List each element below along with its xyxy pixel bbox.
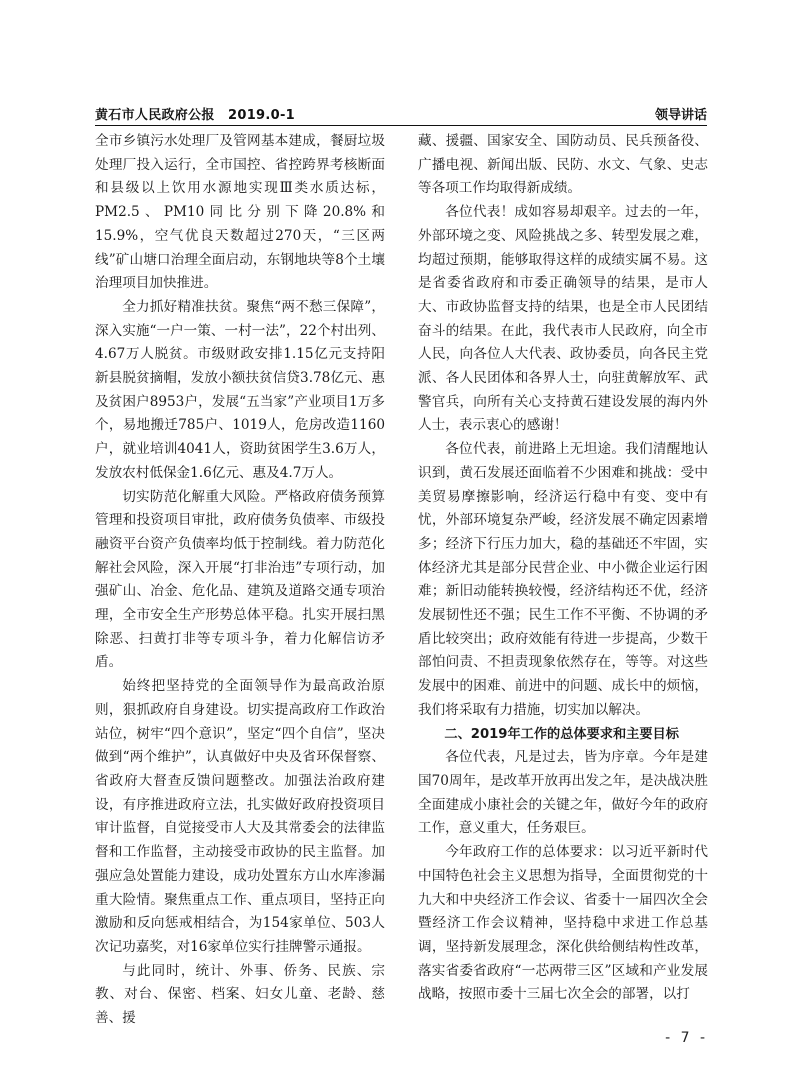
- running-header: [95, 104, 707, 122]
- paragraph: 与此同时，统计、外事、侨务、民族、宗教、对台、保密、档案、妇女儿童、老龄、慈善、援: [95, 962, 385, 1027]
- page-number: - 7 -: [665, 1030, 708, 1046]
- section-heading: 二、2019年工作的总体要求和主要目标: [444, 726, 679, 742]
- left-column: [95, 130, 385, 1031]
- paragraph: 全力抓好精准扶贫。聚焦“两不愁三保障”，深入实施“一户一策、一村一法”，22个村出列、4.67万人脱贫。市级财政安排1.15亿元支持阳新县脱贫摘帽，发放小额扶贫信贷3.78亿元、惠及贫困户8953户，发展“五当家”产业项目1万多个，易地搬迁785户、1019人，危房改造1160户，就业培训4041人，资助贫困学生3.6万人，发放农村低保金1.6亿元、惠及4.7万人。: [95, 298, 385, 481]
- paragraph: 始终把坚持党的全面领导作为最高政治原则，狠抓政府自身建设。切实提高政府工作政治站位，树牢“四个意识”，坚定“四个自信”，坚决做到“两个维护”，认真做好中央及省环保督察、省政府大督查反馈问题整改。加强法治政府建设，有序推进政府立法，扎实做好政府投资项目审计监督，自觉接受市人大及其常委会的法律监督和工作监督，主动接受市政协的民主监督。加强应急处置能力建设，成功处置东方山水库渗漏重大险情。聚焦重点工作、重点项目，坚持正向激励和反向惩戒相结合，为154家单位、503人次记功嘉奖，对16家单位实行挂牌警示通报。: [95, 678, 385, 955]
- paragraph: 切实防范化解重大风险。严格政府债务预算管理和投资项目审批，政府债务负债率、市级投融资平台资产负债率均低于控制线。着力防范化解社会风险，深入开展“打非治违”专项行动，加强矿山、冶金、危化品、建筑及道路交通专项治理，全市安全生产形势总体平稳。扎实开展扫黑除恶、扫黄打非等专项斗争，着力化解信访矛盾。: [95, 488, 385, 671]
- paragraph-continuation: 藏、援疆、国家安全、国防动员、民兵预备役、广播电视、新闻出版、民防、水文、气象、史志等各项工作均取得新成绩。: [418, 133, 708, 197]
- publication-title: 黄石市人民政府公报 2019.0-1: [95, 108, 296, 123]
- paragraph: 各位代表，凡是过去，皆为序章。今年是建国70周年，是改革开放再出发之年，是决战决胜全面建成小康社会的关键之年，做好今年的政府工作，意义重大，任务艰巨。: [418, 749, 708, 837]
- header-rule: [95, 125, 707, 126]
- paragraph: 今年政府工作的总体要求：以习近平新时代中国特色社会主义思想为指导，全面贯彻党的十九大和中央经济工作会议、省委十一届四次全会暨经济工作会议精神，坚持稳中求进工作总基调，坚持新发展理念，深化供给侧结构性改革，落实省委省政府“一芯两带三区”区域和产业发展战略，按照市委十三届七次全会的部署，以打: [418, 844, 708, 1003]
- section-title: 领导讲话: [654, 108, 707, 123]
- paragraph: 各位代表，前进路上无坦途。我们清醒地认识到，黄石发展还面临着不少困难和挑战：受中美贸易摩擦影响，经济运行稳中有变、变中有忧，外部环境复杂严峻，经济发展不确定因素增多；经济下行压力加大，稳的基础还不牢固，实体经济尤其是部分民营企业、中小微企业运行困难；新旧动能转换较慢，经济结构还不优，经济发展韧性还不强；民生工作不平衡、不协调的矛盾比较突出；政府效能有待进一步提高，少数干部怕问责、不担责现象依然存在，等等。对这些发展中的困难、前进中的问题、成长中的烦恼，我们将采取有力措施，切实加以解决。: [418, 441, 708, 718]
- paragraph-continuation: 全市乡镇污水处理厂及管网基本建成，餐厨垃圾处理厂投入运行，全市国控、省控跨界考核断面和县级以上饮用水源地实现Ⅲ类水质达标，PM2.5、PM10同比分别下降20.8%和15.9%，空气优良天数超过270天，“三区两线”矿山塘口治理全面启动，东钢地块等8个土壤治理项目加快推进。: [95, 133, 385, 292]
- right-column: [418, 130, 708, 1007]
- paragraph: 各位代表！成如容易却艰辛。过去的一年，外部环境之变、风险挑战之多、转型发展之难，均超过预期，能够取得这样的成绩实属不易。这是省委省政府和市委正确领导的结果，是市人大、市政协监督支持的结果，也是全市人民团结奋斗的结果。在此，我代表市人民政府，向全市人民，向各位人大代表、政协委员，向各民主党派、各人民团体和各界人士，向驻黄解放军、武警官兵，向所有关心支持黄石建设发展的海内外人士，表示衷心的感谢！: [418, 204, 708, 434]
